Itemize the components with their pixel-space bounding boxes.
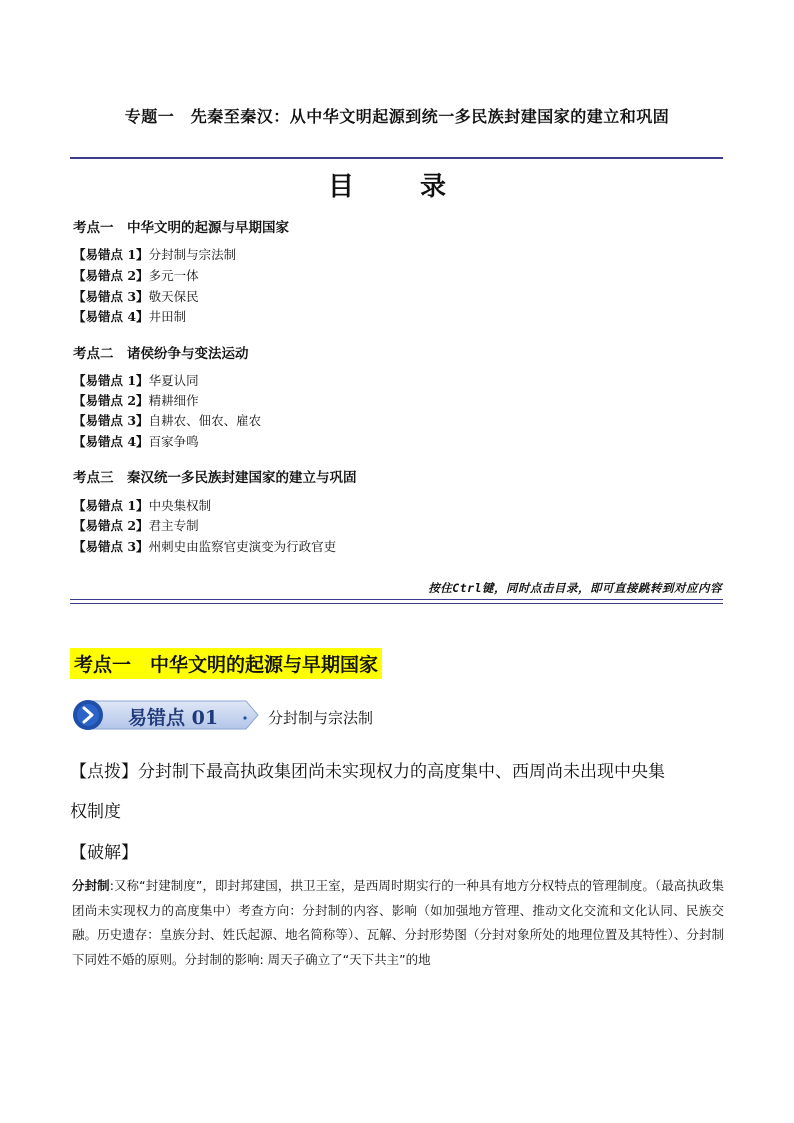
tip-line-1: 【点拨】分封制下最高执政集团尚未实现权力的高度集中、西周尚未出现中央集 — [70, 762, 665, 782]
toc-item[interactable] — [73, 287, 199, 305]
toc-item[interactable] — [73, 537, 336, 555]
toc-navigation-hint: 按住Ctrl键，同时点击目录，即可直接跳转到对应内容 — [428, 581, 722, 595]
toc-item-text: 百家争鸣 — [148, 434, 199, 449]
document-header-title: 专题一 先秦至秦汉：从中华文明起源到统一多民族封建国家的建立和巩固 — [124, 107, 670, 126]
toc-title: 目 录 — [327, 172, 466, 202]
body-text: :又称“封建制度”，即封邦建国，拱卫王室，是西周时期实行的一种具有地方分权特点的管理制度。（最高执政集团尚未实现权力的高度集中）考查方向：分封制的内容、影响（如加强地方管理、推动文化交流和文化认同、民族交融。历史遗存：皇族分封、姓氏起源、地名简称等）、瓦解、分封形势图（分封对象所处的地理位置及其特性）、分封制下同姓不婚的原则。分封制的影响: 周天子确立了“天下共主”的地 — [72, 878, 724, 967]
toc-item-text: 分封制与宗法制 — [148, 247, 237, 262]
toc-item-text: 井田制 — [148, 309, 187, 324]
toc-item[interactable] — [73, 245, 236, 263]
toc-item-text: 精耕细作 — [148, 393, 199, 408]
toc-item-tag: 【易错点 1】 — [73, 498, 149, 513]
toc-item[interactable] — [73, 391, 199, 409]
body-term: 分封制 — [72, 878, 110, 893]
toc-item-tag: 【易错点 3】 — [73, 539, 149, 554]
toc-divider-secondary — [70, 603, 723, 604]
toc-item-text: 自耕农、佃农、雇农 — [148, 413, 262, 428]
toc-item-text: 州刺史由监察官吏演变为行政官吏 — [148, 539, 337, 554]
toc-item[interactable] — [73, 432, 199, 450]
error-point-subtitle: 分封制与宗法制 — [268, 709, 374, 727]
toc-item-tag: 【易错点 1】 — [73, 247, 149, 262]
header-divider — [70, 157, 723, 159]
toc-divider — [70, 599, 723, 600]
toc-section-1[interactable]: 考点一 中华文明的起源与早期国家 — [73, 220, 289, 236]
toc-item-tag: 【易错点 1】 — [73, 373, 149, 388]
toc-item-tag: 【易错点 2】 — [73, 393, 149, 408]
toc-item-tag: 【易错点 3】 — [73, 413, 149, 428]
section-heading: 考点一 中华文明的起源与早期国家 — [70, 648, 382, 679]
toc-item-text: 君主专制 — [148, 518, 199, 533]
toc-item[interactable] — [73, 307, 186, 325]
toc-item[interactable] — [73, 411, 261, 429]
toc-section-3[interactable]: 考点三 秦汉统一多民族封建国家的建立与巩固 — [73, 470, 357, 486]
toc-item-tag: 【易错点 3】 — [73, 289, 149, 304]
toc-item-tag: 【易错点 4】 — [73, 309, 149, 324]
toc-item-tag: 【易错点 2】 — [73, 518, 149, 533]
toc-item-text: 中央集权制 — [148, 498, 212, 513]
toc-item-text: 华夏认同 — [148, 373, 199, 388]
tip-line-2: 权制度 — [70, 802, 121, 822]
toc-item-text: 敬天保民 — [148, 289, 199, 304]
toc-item-tag: 【易错点 2】 — [73, 268, 149, 283]
toc-item[interactable] — [73, 371, 199, 389]
toc-section-2[interactable]: 考点二 诸侯纷争与变法运动 — [73, 346, 249, 362]
toc-item[interactable] — [73, 516, 199, 534]
toc-item-text: 多元一体 — [148, 268, 199, 283]
break-label: 【破解】 — [70, 843, 138, 863]
toc-item[interactable] — [73, 266, 199, 284]
body-paragraph — [72, 874, 724, 972]
toc-item[interactable] — [73, 496, 211, 514]
toc-item-tag: 【易错点 4】 — [73, 434, 149, 449]
error-point-label: 易错点 01 — [128, 707, 219, 729]
